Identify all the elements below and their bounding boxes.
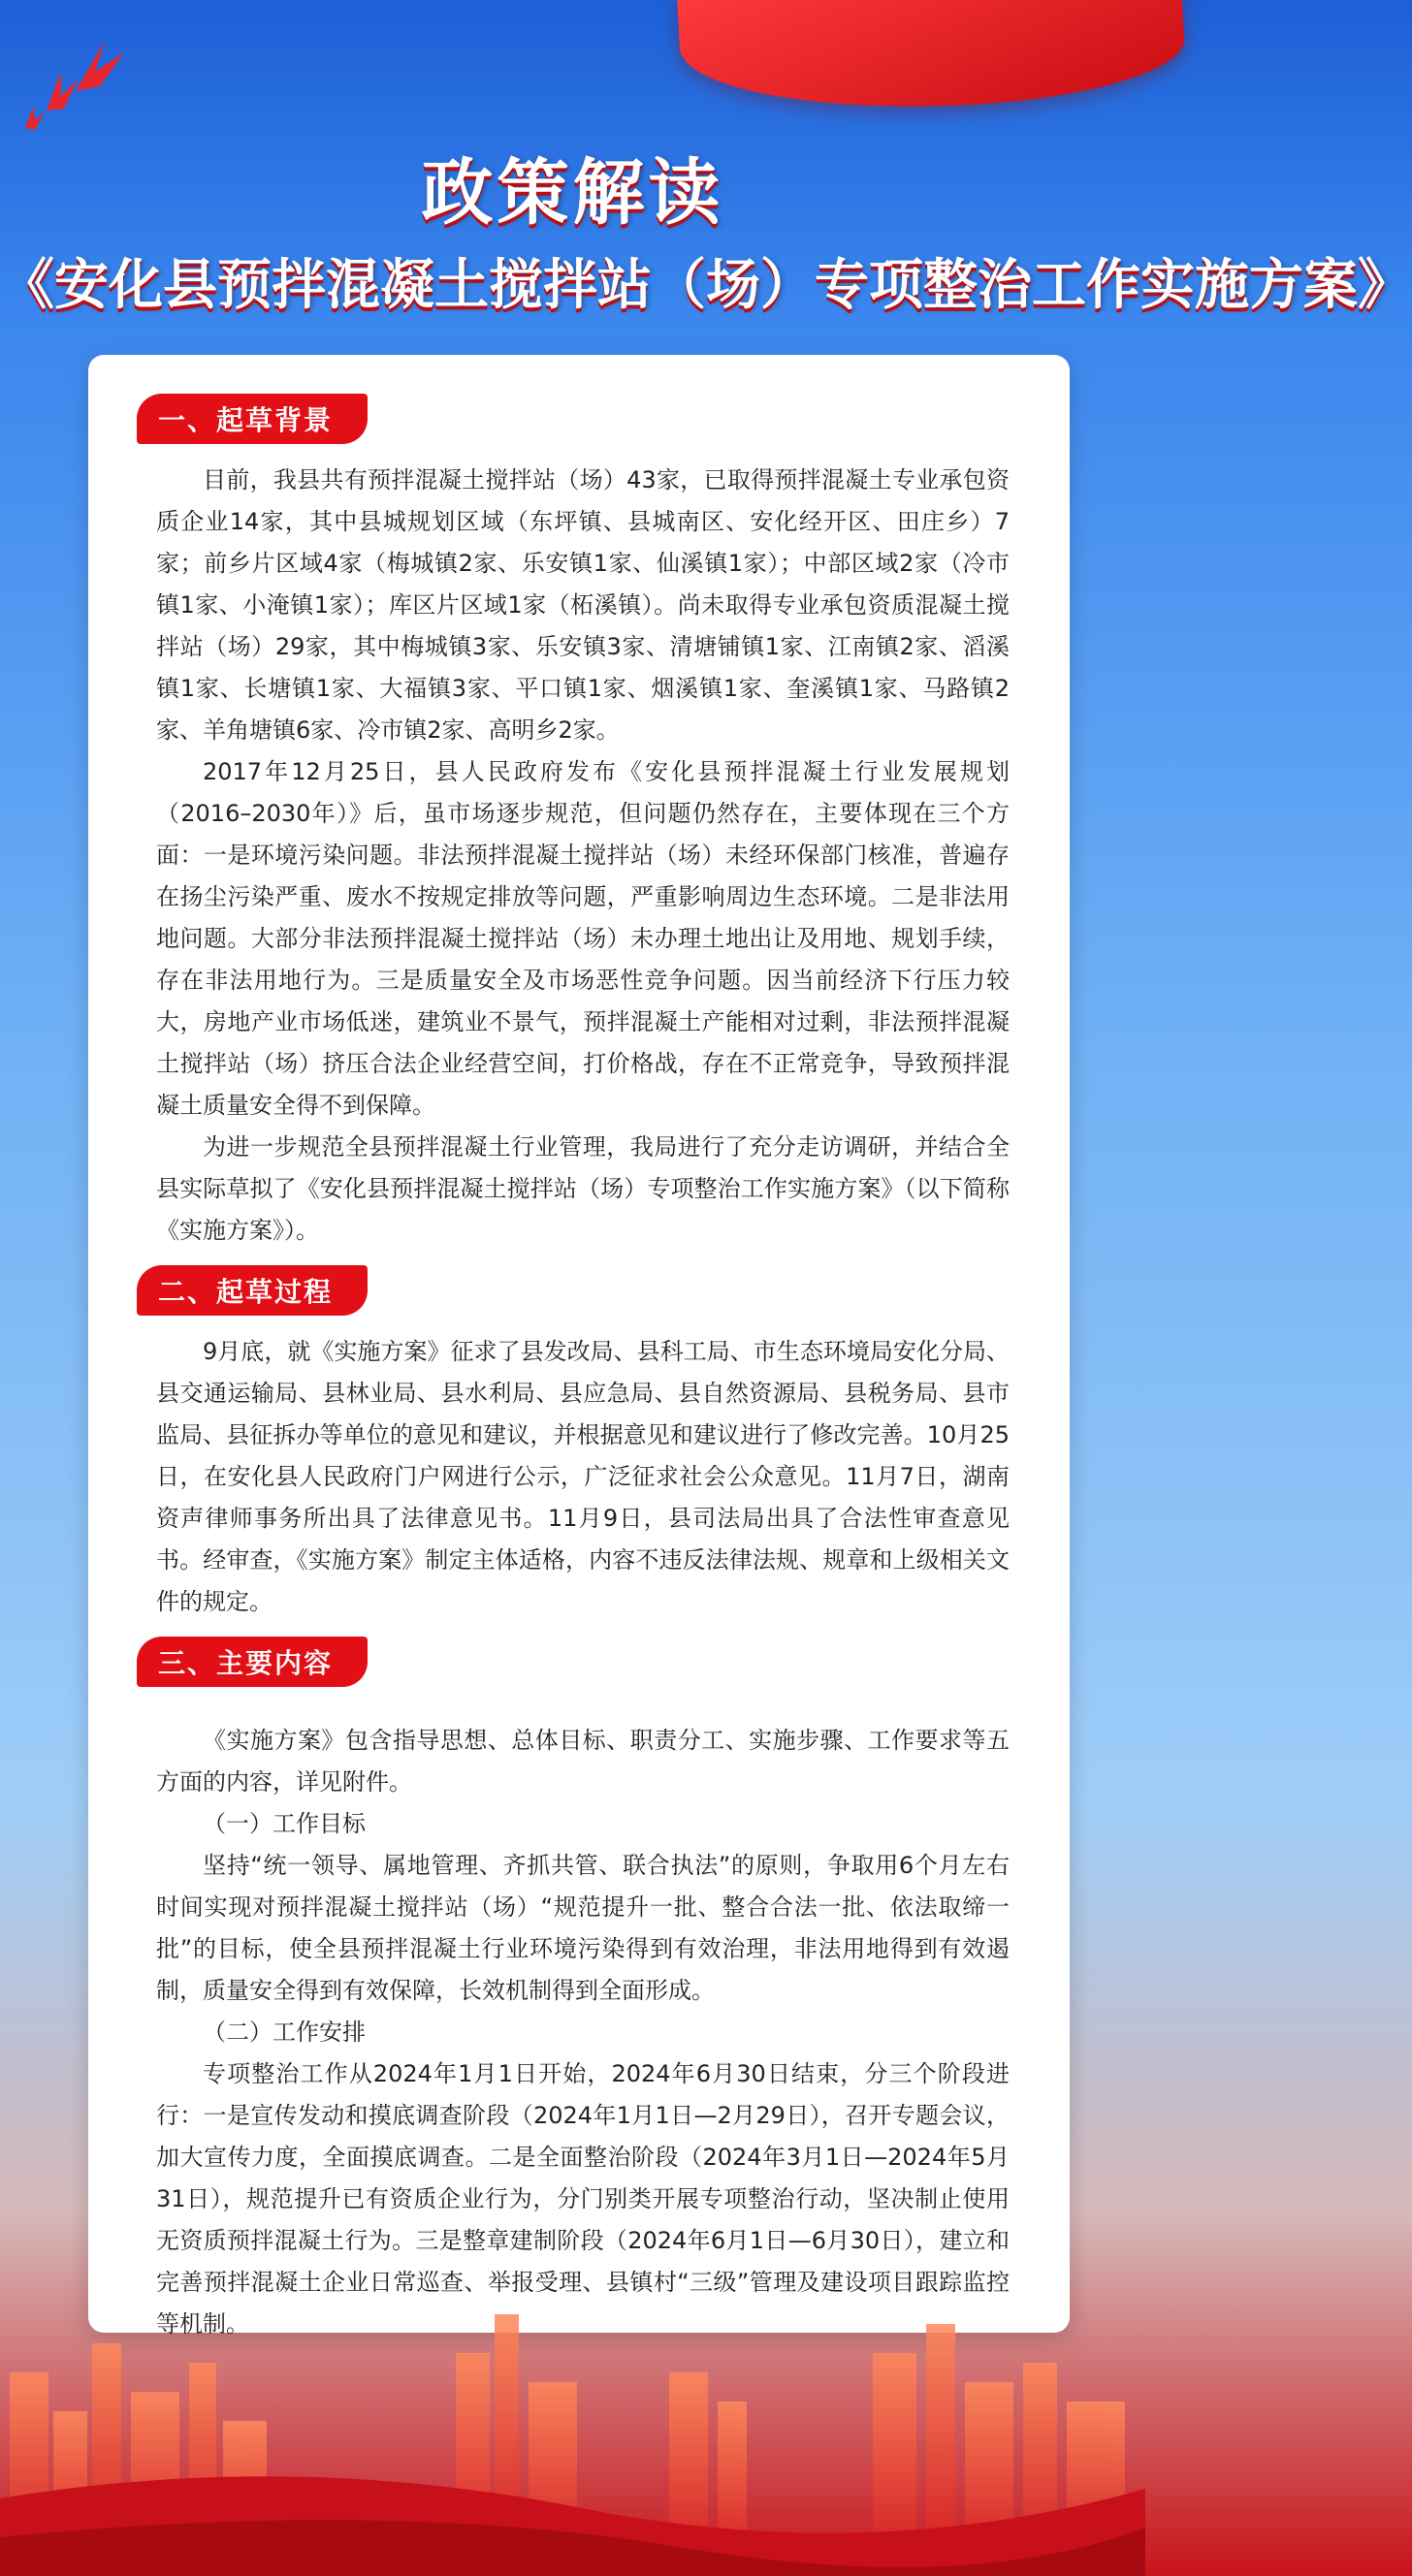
subheading: （一）工作目标 bbox=[203, 1810, 366, 1837]
paragraph: 《实施方案》包含指导思想、总体目标、职责分工、实施步骤、工作要求等五方面的内容，详见附件。 bbox=[156, 1727, 1010, 1796]
paragraph: 专项整治工作从2024年1月1日开始，2024年6月30日结束，分三个阶段进行：一是宣传发动和摸底调查阶段（2024年1月1日—2月29日），召开专题会议，加大宣传力度，全面摸底调查。二是全面整治阶段（2024年3月1日—2024年5月31日），规范提升已有资质企业行为，分门别类开展专项整治行动，坚决制止使用无资质预拌混凝土行为。三是整章建制阶段（2024年6月1日—6月30日），建立和完善预拌混凝土企业日常巡查、举报受理、县镇村“三级”管理及建设项目跟踪监控等机制。 bbox=[156, 2060, 1010, 2337]
paragraph: 坚持“统一领导、属地管理、齐抓共管、联合执法”的原则，争取用6个月左右时间实现对预拌混凝土搅拌站（场）“规范提升一批、整合合法一批、依法取缔一批”的目标，使全县预拌混凝土行业环境污染得到有效治理，非法用地得到有效遏制，质量安全得到有效保障，长效机制得到全面形成。 bbox=[156, 1852, 1010, 2004]
section-main-content bbox=[156, 1637, 1010, 2345]
paragraph: 9月底，就《实施方案》征求了县发改局、县科工局、市生态环境局安化分局、县交通运输局、县林业局、县水利局、县应急局、县自然资源局、县税务局、县市监局、县征拆办等单位的意见和建议，并根据意见和建议进行了修改完善。10月25日，在安化县人民政府门户网进行公示，广泛征求社会公众意见。11月7日，湖南资声律师事务所出具了法律意见书。11月9日，县司法局出具了合法性审查意见书。经审查，《实施方案》制定主体适格，内容不违反法律法规、规章和上级相关文件的规定。 bbox=[156, 1338, 1010, 1615]
document-title: 《安化县预拌混凝土搅拌站（场）专项整治工作实施方案》 bbox=[0, 254, 1412, 317]
section-heading: 一、起草背景 bbox=[137, 394, 368, 444]
dove-icon bbox=[17, 33, 144, 140]
paragraph: 2017年12月25日，县人民政府发布《安化县预拌混凝土行业发展规划（2016–2030年）》后，虽市场逐步规范，但问题仍然存在，主要体现在三个方面：一是环境污染问题。非法预拌混凝土搅拌站（场）未经环保部门核准，普遍存在扬尘污染严重、废水不按规定排放等问题，严重影响周边生态环境。二是非法用地问题。大部分非法预拌混凝土搅拌站（场）未办理土地出让及用地、规划手续，存在非法用地行为。三是质量安全及市场恶性竞争问题。因当前经济下行压力较大，房地产业市场低迷，建筑业不景气，预拌混凝土产能相对过剩，非法预拌混凝土搅拌站（场）挤压合法企业经营空间，打价格战，存在不正常竞争，导致预拌混凝土质量安全得不到保障。 bbox=[156, 758, 1010, 1119]
paragraph: 目前，我县共有预拌混凝土搅拌站（场）43家，已取得预拌混凝土专业承包资质企业14家，其中县城规划区域（东坪镇、县城南区、安化经开区、田庄乡）7家；前乡片区域4家（梅城镇2家、乐安镇1家、仙溪镇1家）；中部区域2家（冷市镇1家、小淹镇1家）；库区片区域1家（柘溪镇）。尚未取得专业承包资质混凝土搅拌站（场）29家，其中梅城镇3家、乐安镇3家、清塘铺镇1家、江南镇2家、滔溪镇1家、长塘镇1家、大福镇3家、平口镇1家、烟溪镇1家、奎溪镇1家、马路镇2家、羊角塘镇6家、冷市镇2家、高明乡2家。 bbox=[156, 466, 1010, 744]
paragraph: 为进一步规范全县预拌混凝土行业管理，我局进行了充分走访调研，并结合全县实际草拟了《安化县预拌混凝土搅拌站（场）专项整治工作实施方案》（以下简称《实施方案》）。 bbox=[156, 1133, 1010, 1244]
section-heading: 三、主要内容 bbox=[137, 1637, 368, 1687]
page-title: 政策解读 bbox=[421, 151, 724, 235]
content-card bbox=[88, 355, 1070, 2337]
city-skyline-decoration bbox=[0, 2256, 1145, 2576]
section-background bbox=[156, 394, 1010, 1252]
section-heading: 二、起草过程 bbox=[137, 1265, 368, 1316]
red-flag-decoration bbox=[677, 0, 1187, 120]
section-process bbox=[156, 1265, 1010, 1623]
subheading: （二）工作安排 bbox=[203, 2019, 366, 2046]
